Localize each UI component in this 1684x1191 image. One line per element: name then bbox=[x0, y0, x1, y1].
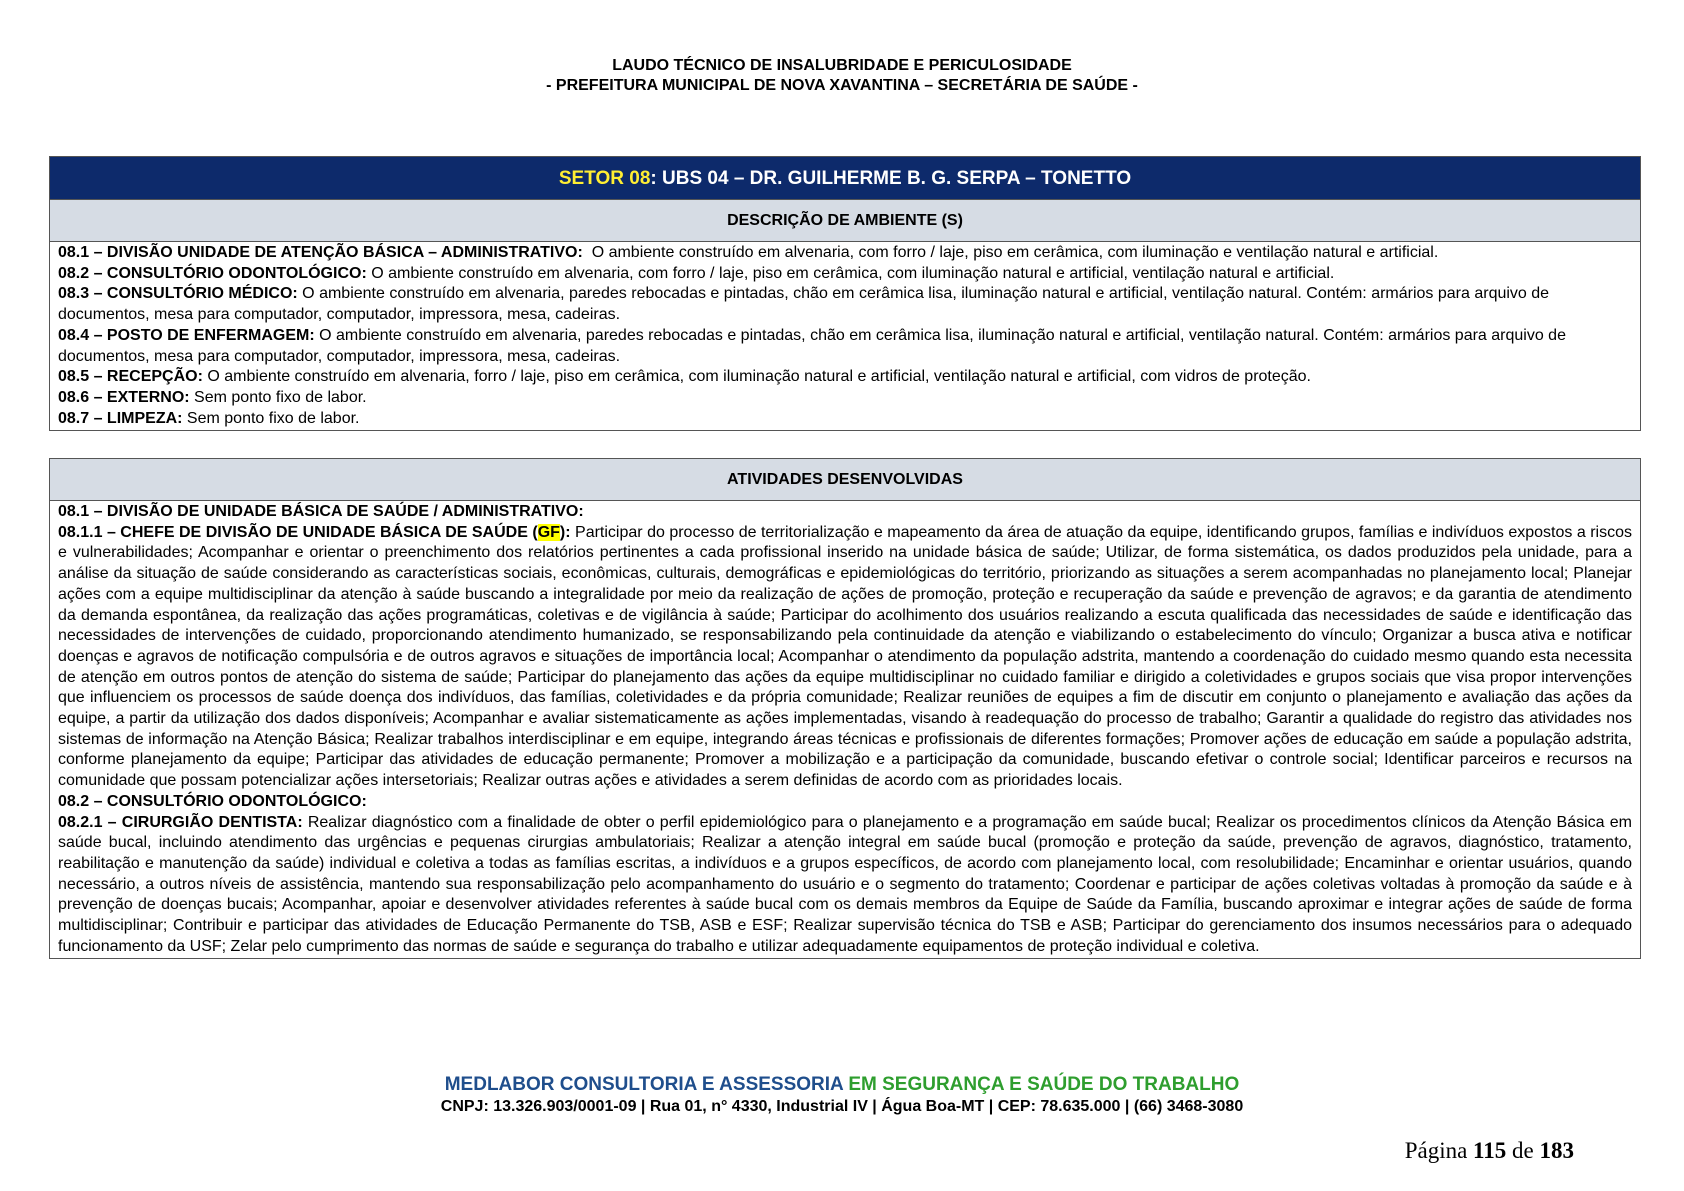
page-number bbox=[1405, 1138, 1574, 1164]
ambient-item-title: 08.1 – DIVISÃO UNIDADE DE ATENÇÃO BÁSICA – ADMINISTRATIVO: bbox=[58, 244, 583, 261]
ambient-item-title: 08.3 – CONSULTÓRIO MÉDICO: bbox=[58, 285, 298, 303]
ambient-item bbox=[58, 243, 1632, 264]
footer-tagline: EM SEGURANÇA E SAÚDE DO TRABALHO bbox=[843, 1074, 1240, 1095]
activities-table bbox=[49, 458, 1641, 959]
activities-list bbox=[50, 501, 1640, 958]
page-middle: de bbox=[1506, 1138, 1540, 1163]
ambient-item-title: 08.6 – EXTERNO: bbox=[58, 388, 190, 406]
ambient-item-text: O ambiente construído em alvenaria, paredes rebocadas e pintadas, chão em cerâmica lisa, iluminação natural e artificial, ventilação natural. Contém: armários para arquivo de documentos, mesa para computador, computador, impressora, mesa, cadeiras. bbox=[58, 285, 1550, 324]
ambient-list bbox=[50, 242, 1640, 430]
activity-title-part: ): bbox=[559, 523, 571, 541]
activity-section-title bbox=[58, 792, 1632, 813]
document-footer bbox=[0, 1073, 1684, 1117]
sector-label: SETOR 08 bbox=[558, 168, 651, 189]
ambient-item-title: 08.7 – LIMPEZA: bbox=[58, 409, 183, 427]
page-prefix: Página bbox=[1404, 1138, 1474, 1163]
header-title: LAUDO TÉCNICO DE INSALUBRIDADE E PERICULOSIDADE bbox=[612, 57, 1072, 74]
ambient-item bbox=[58, 388, 1632, 409]
activity-item-title: 08.2.1 – CIRURGIÃO DENTISTA: bbox=[58, 813, 303, 831]
header-subtitle: - PREFEITURA MUNICIPAL DE NOVA XAVANTINA – SECRETÁRIA DE SAÚDE - bbox=[546, 77, 1138, 94]
footer-contact: CNPJ: 13.326.903/0001-09 | Rua 01, n° 4330, Industrial IV | Água Boa-MT | CEP: 78.635.000 | (66) 3468-3080 bbox=[440, 1098, 1244, 1115]
activity-item bbox=[58, 523, 1632, 792]
current-page: 115 bbox=[1473, 1138, 1507, 1163]
sector-title-bar bbox=[50, 157, 1640, 200]
ambient-item-text: O ambiente construído em alvenaria, com forro / laje, piso em cerâmica, com iluminação natural e artificial, ventilação natural e artificial. bbox=[366, 264, 1335, 282]
activity-section-title-text: 08.1 – DIVISÃO DE UNIDADE BÁSICA DE SAÚDE / ADMINISTRATIVO: bbox=[58, 503, 584, 520]
sector-name: : UBS 04 – DR. GUILHERME B. G. SERPA – TONETTO bbox=[650, 168, 1132, 189]
activity-item-text: Realizar diagnóstico com a finalidade de obter o perfil epidemiológico para o planejamento e a programação em saúde bucal; Realizar os procedimentos clínicos da Atenção Básica em saúde bucal, incluindo atendimento das urgências e pequenas cirurgias ambulatoriais; Realizar a atenção integral em saúde bucal (promoção e proteção da saúde, prevenção de agravos, diagnóstico, tratamento, reabilitação e manutenção da saúde) individual e coletiva a todas as famílias escritas, a indivíduos e a grupos específicos, de acordo com planejamento local, com resolubilidade; Encaminhar e orientar usuários, quando necessário, a outros níveis de assistência, mantendo sua responsabilização pelo acompanhamento do usuário e o segmento do tratamento; Coordenar e participar de ações coletivas voltadas à promoção da saúde e à prevenção de doenças bucais; Acompanhar, apoiar e desenvolver atividades referentes à saúde bucal com os demais membros da Equipe de Saúde da Família, buscando aproximar e integrar ações de saúde de forma multidisciplinar; Contribuir e participar das atividades de Educação Permanente do TSB, ASB e ESF; Realizar supervisão técnica do TSB e ASB; Participar do gerenciamento dos insumos necessários para o adequado funcionamento da USF; Zelar pelo cumprimento das normas de saúde e segurança do trabalho e utilizar adequadamente equipamentos de proteção individual e coletiva. bbox=[58, 813, 1632, 955]
ambient-heading: DESCRIÇÃO DE AMBIENTE (S) bbox=[50, 200, 1640, 242]
document-header bbox=[0, 56, 1684, 96]
ambient-item-text: O ambiente construído em alvenaria, com forro / laje, piso em cerâmica, com iluminação e ventilação natural e artificial. bbox=[582, 244, 1439, 261]
footer-company: MEDLABOR CONSULTORIA E ASSESSORIA bbox=[444, 1074, 844, 1095]
ambient-item-text: Sem ponto fixo de labor. bbox=[189, 388, 367, 406]
ambient-item-text: O ambiente construído em alvenaria, paredes rebocadas e pintadas, chão em cerâmica lisa, iluminação natural e artificial, ventilação natural. Contém: armários para arquivo de documentos, mesa para computador, computador, impressora, mesa, cadeiras. bbox=[58, 326, 1566, 365]
ambient-item-text: Sem ponto fixo de labor. bbox=[182, 409, 360, 427]
activities-heading: ATIVIDADES DESENVOLVIDAS bbox=[50, 459, 1640, 501]
ambient-item bbox=[58, 409, 1632, 430]
activity-section-title-text: 08.2 – CONSULTÓRIO ODONTOLÓGICO: bbox=[58, 792, 367, 810]
activity-section-title bbox=[58, 502, 1632, 523]
ambient-item bbox=[58, 326, 1632, 367]
ambient-item-text: O ambiente construído em alvenaria, forro / laje, piso em cerâmica, com iluminação natural e artificial, ventilação natural e artificial, com vidros de proteção. bbox=[202, 368, 1311, 386]
ambient-item-title: 08.5 – RECEPÇÃO: bbox=[58, 368, 203, 386]
ambient-item bbox=[58, 264, 1632, 285]
total-pages: 183 bbox=[1539, 1138, 1574, 1163]
role-code-highlight: GF bbox=[537, 523, 560, 541]
activity-item-title bbox=[58, 524, 571, 541]
activity-item-text: Participar do processo de territorialização e mapeamento da área de atuação da equipe, identificando grupos, famílias e indivíduos expostos a riscos e vulnerabilidades; Acompanhar e orientar o preenchimento dos relatórios pertinentes a cada profissional inserido na unidade básica de saúde; Utilizar, de forma sistemática, os dados produzidos pela unidade, para a análise da situação de saúde considerando as características sociais, econômicas, culturais, demográficas e epidemiológicas do território, priorizando as situações a serem acompanhadas no planejamento local; Planejar ações com a equipe multidisciplinar da atenção à saúde buscando a integralidade por meio da realização de ações de promoção, proteção e recuperação da saúde e prevenção de agravos; e da garantia de atendimento da demanda espontânea, da realização das ações programáticas, coletivas e de vigilância à saúde; Participar do acolhimento dos usuários realizando a escuta qualificada das necessidades de saúde e identificação das necessidades de intervenções de cuidado, proporcionando atendimento humanizado, se responsabilizando pela continuidade da atenção e viabilizando o estabelecimento do vínculo; Organizar a busca ativa e notificar doenças e agravos de notificação compulsória e de outros agravos e situações de importância local; Acompanhar o atendimento da população adstrita, mantendo a coordenação do cuidado mesmo quando esta necessita de atenção em outros pontos de atenção do sistema de saúde; Participar do planejamento das ações da equipe multidisciplinar no cuidado familiar e dirigido a coletividades e grupos sociais que visa propor intervenções que influenciem os processos de saúde doença dos indivíduos, das famílias, coletividades e da própria comunidade; Realizar reuniões de equipes a fim de discutir em conjunto o planejamento e avaliação das ações da equipe, a partir da utilização dos dados disponíveis; Acompanhar e avaliar sistematicamente as ações implementadas, visando à readequação do processo de trabalho; Garantir a qualidade do registro das atividades nos sistemas de informação na Atenção Básica; Realizar trabalhos interdisciplinar e em equipe, integrando áreas técnicas e profissionais de diferentes formações; Promover ações de educação em saúde a população adstrita, conforme planejamento da equipe; Participar das atividades de educação permanente; Promover a mobilização e a participação da comunidade, buscando efetivar o controle social; Identificar parceiros e recursos na comunidade que possam potencializar ações intersetoriais; Realizar outras ações e atividades a serem definidas de acordo com as prioridades locais. bbox=[58, 523, 1633, 790]
activity-item bbox=[58, 813, 1632, 958]
footer-company-line bbox=[0, 1073, 1684, 1097]
activity-title-part: 08.1.1 – CHEFE DE DIVISÃO DE UNIDADE BÁSICA DE SAÚDE ( bbox=[58, 523, 538, 541]
ambient-item bbox=[58, 367, 1632, 388]
ambient-item-title: 08.2 – CONSULTÓRIO ODONTOLÓGICO: bbox=[58, 264, 367, 282]
ambient-description-table bbox=[49, 156, 1641, 431]
ambient-item-title: 08.4 – POSTO DE ENFERMAGEM: bbox=[58, 326, 315, 344]
ambient-item bbox=[58, 284, 1632, 325]
